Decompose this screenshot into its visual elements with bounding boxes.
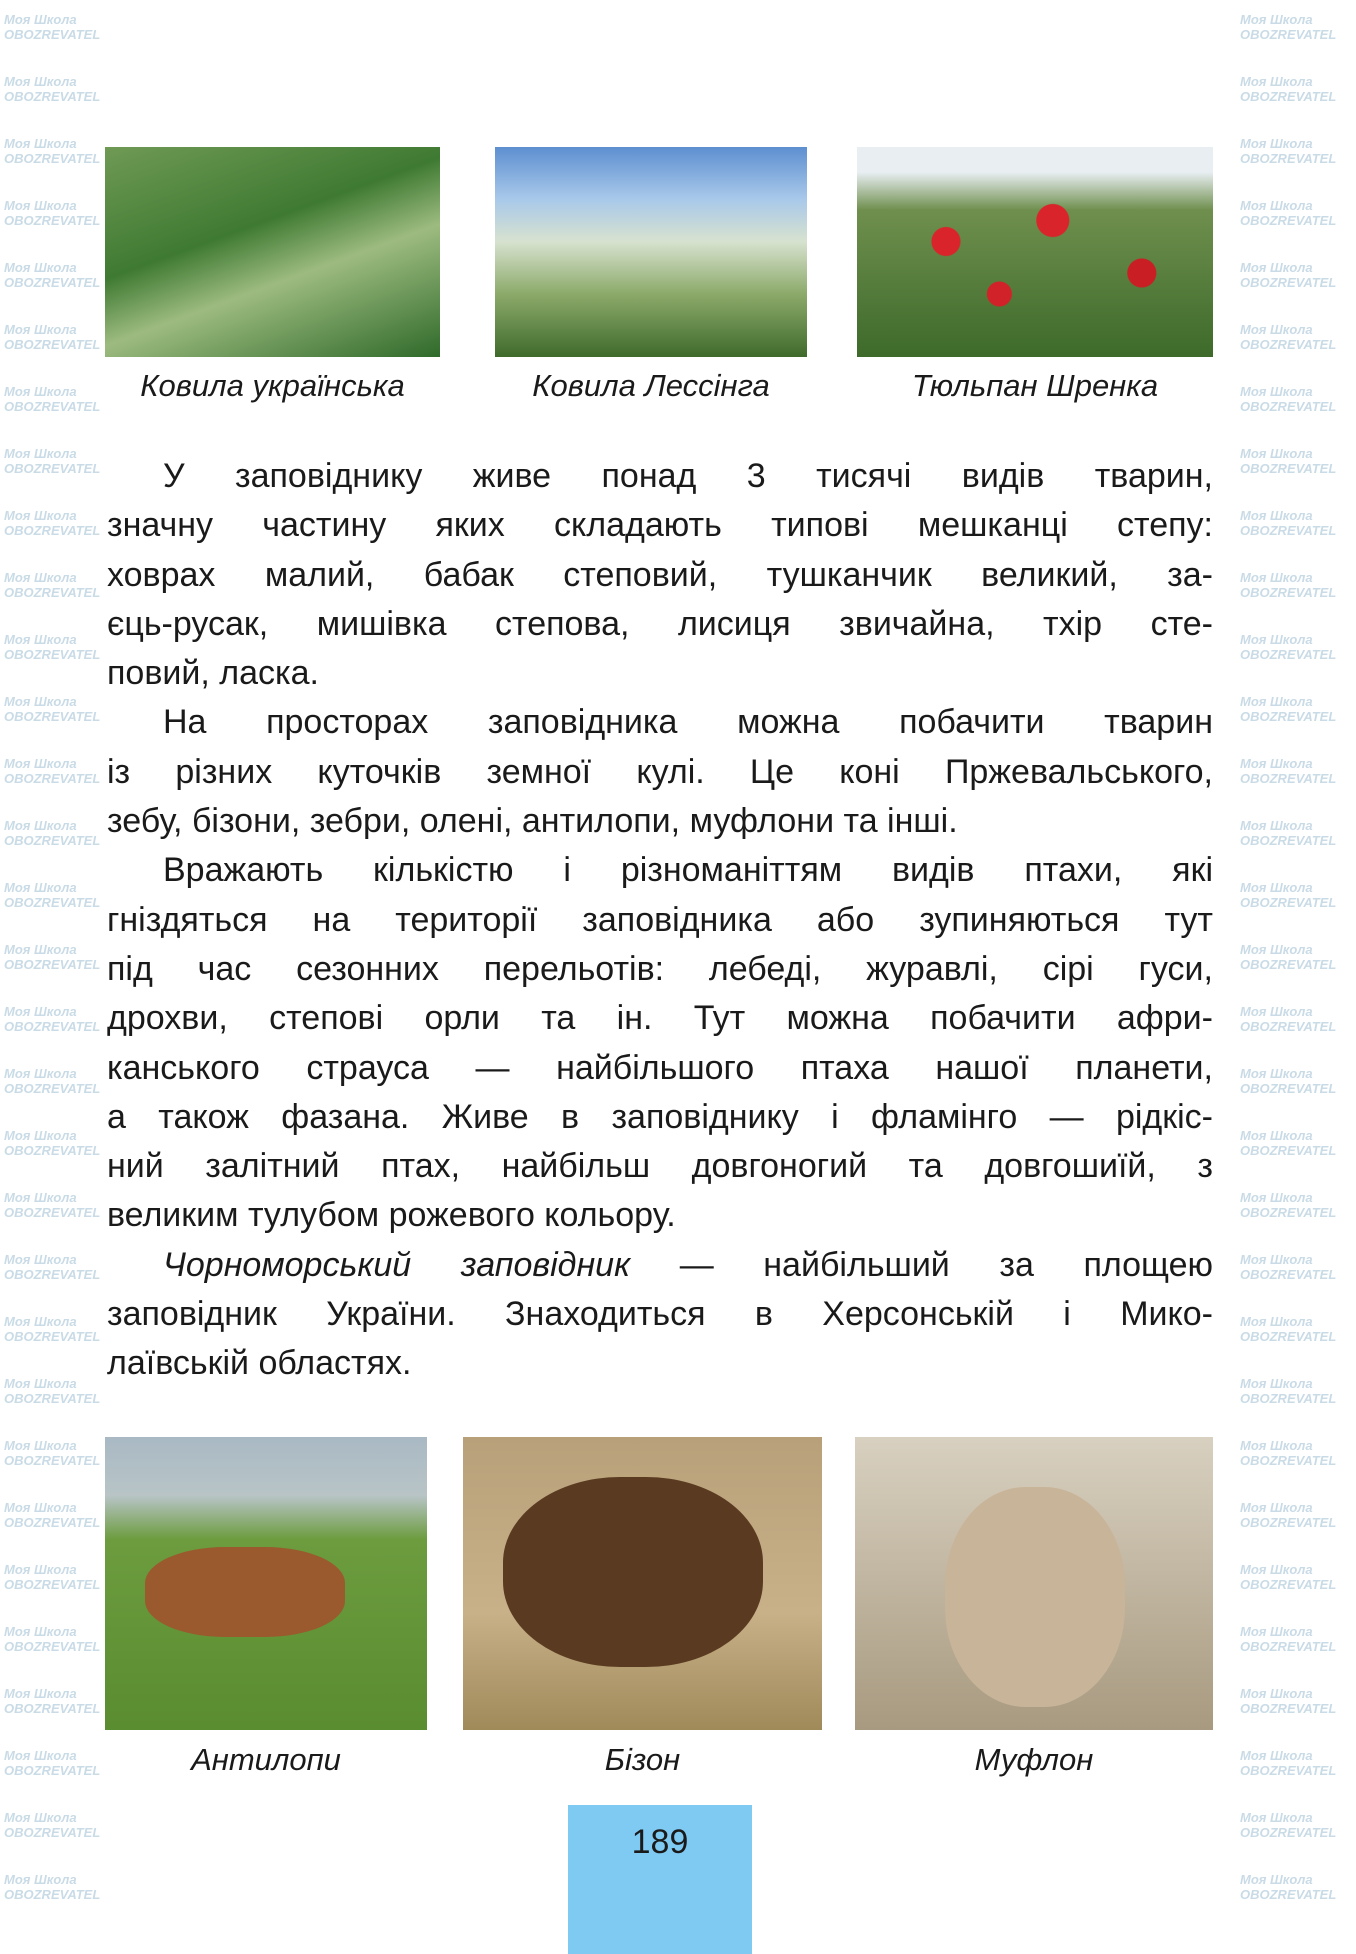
watermark: Моя Школа OBOZREVATEL: [1240, 446, 1337, 476]
watermark: Моя Школа OBOZREVATEL: [1240, 1438, 1337, 1468]
watermark: Моя Школа OBOZREVATEL: [1240, 880, 1337, 910]
text-line: канського страуса — найбільшого птаха нашої планети,: [107, 1048, 1213, 1087]
watermark: Моя Школа OBOZREVATEL: [4, 1190, 101, 1220]
watermark: Моя Школа OBOZREVATEL: [4, 12, 101, 42]
text-line: На просторах заповідника можна побачити тварин: [163, 703, 1213, 742]
watermark: Моя Школа OBOZREVATEL: [1240, 1004, 1337, 1034]
text-line: із різних куточків земної кулі. Це коні Пржевальського,: [107, 752, 1213, 791]
watermark: Моя Школа OBOZREVATEL: [1240, 570, 1337, 600]
text-line: гніздяться на території заповідника або зупиняються тут: [107, 900, 1213, 939]
watermark: Моя Школа OBOZREVATEL: [1240, 1500, 1337, 1530]
watermark: Моя Школа OBOZREVATEL: [4, 136, 101, 166]
watermark: Моя Школа OBOZREVATEL: [4, 570, 101, 600]
watermark: Моя Школа OBOZREVATEL: [1240, 384, 1337, 414]
text-line: У заповіднику живе понад 3 тисячі видів тварин,: [163, 457, 1213, 495]
watermark: Моя Школа OBOZREVATEL: [4, 880, 101, 910]
watermark: Моя Школа OBOZREVATEL: [1240, 756, 1337, 786]
watermark: Моя Школа OBOZREVATEL: [1240, 260, 1337, 290]
text-line: ховрах малий, бабак степовий, тушканчик великий, за-: [107, 555, 1213, 594]
watermark: Моя Школа OBOZREVATEL: [4, 1128, 101, 1158]
watermark: Моя Школа OBOZREVATEL: [1240, 942, 1337, 972]
watermark: Моя Школа OBOZREVATEL: [1240, 508, 1337, 538]
watermark: Моя Школа OBOZREVATEL: [4, 74, 101, 104]
watermark: Моя Школа OBOZREVATEL: [4, 694, 101, 724]
caption-antelopes: Антилопи: [191, 1742, 341, 1777]
watermark: Моя Школа OBOZREVATEL: [1240, 1066, 1337, 1096]
page-number-box: [568, 1805, 752, 1954]
watermark: Моя Школа OBOZREVATEL: [1240, 1624, 1337, 1654]
caption-bison: Бізон: [604, 1742, 681, 1777]
watermark: Моя Школа OBOZREVATEL: [1240, 818, 1337, 848]
text-line: під час сезонних перельотів: лебеді, журавлі, сірі гуси,: [107, 949, 1213, 988]
photo-schrenk-tulip: [857, 147, 1213, 357]
watermark: Моя Школа OBOZREVATEL: [4, 1004, 101, 1034]
text-line: а також фазана. Живе в заповіднику і фламінго — рідкіс-: [107, 1097, 1213, 1136]
caption-mouflon: Муфлон: [974, 1742, 1094, 1777]
watermark: Моя Школа OBOZREVATEL: [1240, 322, 1337, 352]
watermark: Моя Школа OBOZREVATEL: [1240, 1252, 1337, 1282]
text-fragment: — найбільший за площею: [630, 1245, 1213, 1284]
text-line: єць-русак, мишівка степова, лисиця звичайна, тхір сте-: [107, 604, 1213, 643]
watermark: Моя Школа OBOZREVATEL: [4, 508, 101, 538]
photo-feather-grass-ukrainian: [105, 147, 440, 357]
watermark: Моя Школа OBOZREVATEL: [4, 756, 101, 786]
text-line: [107, 1241, 1213, 1290]
caption-feather-grass-ukrainian: Ковила українська: [140, 368, 405, 403]
text-line: великим тулубом рожевого кольору.: [107, 1196, 676, 1235]
photo-feather-grass-lessing: [495, 147, 807, 357]
watermark: Моя Школа OBOZREVATEL: [4, 1686, 101, 1716]
watermark: Моя Школа OBOZREVATEL: [1240, 1376, 1337, 1406]
watermark: Моя Школа OBOZREVATEL: [4, 446, 101, 476]
watermark: Моя Школа OBOZREVATEL: [4, 942, 101, 972]
watermark: Моя Школа OBOZREVATEL: [4, 1376, 101, 1406]
watermark: Моя Школа OBOZREVATEL: [1240, 1872, 1337, 1902]
watermark: Моя Школа OBOZREVATEL: [1240, 198, 1337, 228]
watermark: Моя Школа OBOZREVATEL: [4, 1438, 101, 1468]
page-number: 189: [631, 1823, 689, 1861]
watermark: Моя Школа OBOZREVATEL: [1240, 1190, 1337, 1220]
watermark: Моя Школа OBOZREVATEL: [4, 1748, 101, 1778]
watermark: Моя Школа OBOZREVATEL: [1240, 1314, 1337, 1344]
text-line: лаївській областях.: [107, 1344, 412, 1383]
watermark: Моя Школа OBOZREVATEL: [1240, 632, 1337, 662]
watermark: Моя Школа OBOZREVATEL: [4, 1810, 101, 1840]
photo-mouflon: [855, 1437, 1213, 1730]
watermark: Моя Школа OBOZREVATEL: [4, 632, 101, 662]
watermark: Моя Школа OBOZREVATEL: [4, 818, 101, 848]
text-line: Вражають кількістю і різноманіттям видів птахи, які: [163, 851, 1213, 890]
reserve-name: Чорноморський заповідник: [163, 1245, 631, 1284]
text-line: значну частину яких складають типові мешканці степу:: [107, 506, 1213, 545]
watermark: Моя Школа OBOZREVATEL: [1240, 1128, 1337, 1158]
photo-bison: [463, 1437, 822, 1730]
watermark: Моя Школа OBOZREVATEL: [1240, 694, 1337, 724]
watermark: Моя Школа OBOZREVATEL: [4, 1872, 101, 1902]
watermark: Моя Школа OBOZREVATEL: [1240, 1686, 1337, 1716]
text-line: ний залітний птах, найбільш довгоногий та довгошиїй, з: [107, 1147, 1213, 1186]
text-line: заповідник України. Знаходиться в Херсонській і Мико-: [107, 1295, 1213, 1334]
watermark: Моя Школа OBOZREVATEL: [4, 322, 101, 352]
watermark: Моя Школа OBOZREVATEL: [1240, 136, 1337, 166]
caption-schrenk-tulip: Тюльпан Шренка: [911, 368, 1159, 403]
watermark: Моя Школа OBOZREVATEL: [4, 1314, 101, 1344]
watermark: Моя Школа OBOZREVATEL: [1240, 74, 1337, 104]
watermark: Моя Школа OBOZREVATEL: [4, 260, 101, 290]
watermark: Моя Школа OBOZREVATEL: [4, 384, 101, 414]
watermark: Моя Школа OBOZREVATEL: [1240, 1562, 1337, 1592]
caption-feather-grass-lessing: Ковила Лессінга: [532, 368, 770, 403]
watermark: Моя Школа OBOZREVATEL: [4, 198, 101, 228]
watermark: Моя Школа OBOZREVATEL: [4, 1624, 101, 1654]
watermark: Моя Школа OBOZREVATEL: [4, 1252, 101, 1282]
watermark: Моя Школа OBOZREVATEL: [1240, 12, 1337, 42]
watermark: Моя Школа OBOZREVATEL: [1240, 1810, 1337, 1840]
photo-antelopes: [105, 1437, 427, 1730]
body-text: [107, 452, 1213, 1389]
watermark: Моя Школа OBOZREVATEL: [1240, 1748, 1337, 1778]
watermark: Моя Школа OBOZREVATEL: [4, 1500, 101, 1530]
watermark: Моя Школа OBOZREVATEL: [4, 1562, 101, 1592]
watermark: Моя Школа OBOZREVATEL: [4, 1066, 101, 1096]
text-line: дрохви, степові орли та ін. Тут можна побачити афри-: [107, 999, 1213, 1038]
text-line: зебу, бізони, зебри, олені, антилопи, муфлони та інші.: [107, 802, 958, 841]
text-line: повий, ласка.: [107, 654, 319, 693]
